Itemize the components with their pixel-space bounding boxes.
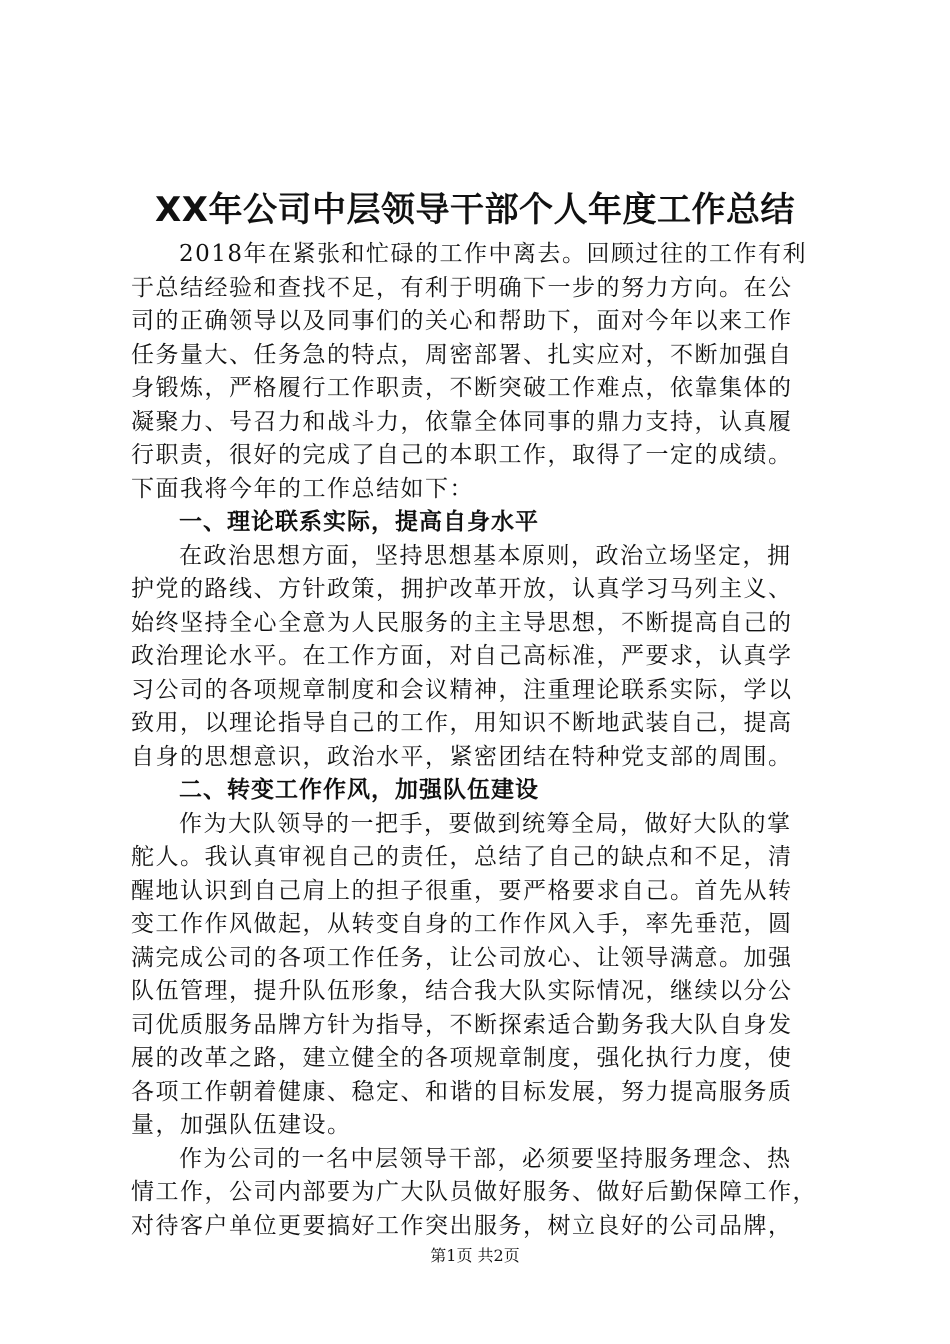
text-line: 任务量大、任务急的特点，周密部署、扎实应对，不断加强自	[131, 341, 793, 368]
text-line: 变工作作风做起，从转变自身的工作作风入手，率先垂范，圆	[131, 911, 793, 937]
text-line: 在政治思想方面，坚持思想基本原则，政治立场坚定，拥	[179, 542, 792, 569]
text-line: 下面我将今年的工作总结如下：	[131, 475, 474, 502]
text-line: 醒地认识到自己肩上的担子很重，要严格要求自己。首先从转	[131, 877, 793, 904]
text-line: 舵人。我认真审视自己的责任，总结了自己的缺点和不足，清	[131, 844, 793, 870]
text-line: 量，加强队伍建设。	[131, 1112, 352, 1138]
page-footer: 第1页 共2页	[430, 1246, 520, 1265]
text-line: 各项工作朝着健康、稳定、和谐的目标发展，努力提高服务质	[131, 1078, 793, 1105]
text-line: 司的正确领导以及同事们的关心和帮助下，面对今年以来工作	[131, 308, 793, 334]
text-line: 司优质服务品牌方针为指导，不断探索适合勤务我大队自身发	[131, 1011, 793, 1038]
text-line: 对待客户单位更要搞好工作突出服务，树立良好的公司品牌，	[131, 1212, 793, 1239]
text-line: 致用，以理论指导自己的工作，用知识不断地武装自己，提高	[131, 710, 793, 736]
text-line: 作为大队领导的一把手，要做到统筹全局，做好大队的掌	[179, 810, 792, 837]
text-line: 作为公司的一名中层领导干部，必须要坚持服务理念、热	[179, 1145, 792, 1172]
text-line: 展的改革之路，建立健全的各项规章制度，强化执行力度，使	[131, 1045, 793, 1071]
text-line: 凝聚力、号召力和战斗力，依靠全体同事的鼎力支持，认真履	[131, 408, 793, 435]
text-line: 于总结经验和查找不足，有利于明确下一步的努力方向。在公	[131, 274, 793, 301]
document-title: XX年公司中层领导干部个人年度工作总结	[155, 190, 795, 230]
text-line: 身锻炼，严格履行工作职责，不断突破工作难点，依靠集体的	[131, 375, 793, 401]
text-line: 2018年在紧张和忙碌的工作中离去。回顾过往的工作有利	[179, 241, 808, 267]
text-line: 始终坚持全心全意为人民服务的主主导思想，不断提高自己的	[131, 609, 793, 636]
text-line: 习公司的各项规章制度和会议精神，注重理论联系实际，学以	[131, 676, 793, 703]
document-body	[131, 238, 831, 1243]
text-line: 满完成公司的各项工作任务，让公司放心、让领导满意。加强	[131, 944, 793, 971]
section-heading: 一、理论联系实际，提高自身水平	[179, 509, 539, 535]
text-line: 护党的路线、方针政策，拥护改革开放，认真学习马列主义、	[131, 576, 793, 602]
text-line: 情工作，公司内部要为广大队员做好服务、做好后勤保障工作，	[131, 1179, 817, 1205]
text-line: 队伍管理，提升队伍形象，结合我大队实际情况，继续以分公	[131, 978, 793, 1004]
section-heading: 二、转变工作作风，加强队伍建设	[179, 777, 539, 803]
text-line: 政治理论水平。在工作方面，对自己高标准，严要求，认真学	[131, 643, 793, 669]
text-line: 行职责，很好的完成了自己的本职工作，取得了一定的成绩。	[131, 442, 793, 468]
text-line: 自身的思想意识，政治水平，紧密团结在特种党支部的周围。	[131, 743, 793, 770]
